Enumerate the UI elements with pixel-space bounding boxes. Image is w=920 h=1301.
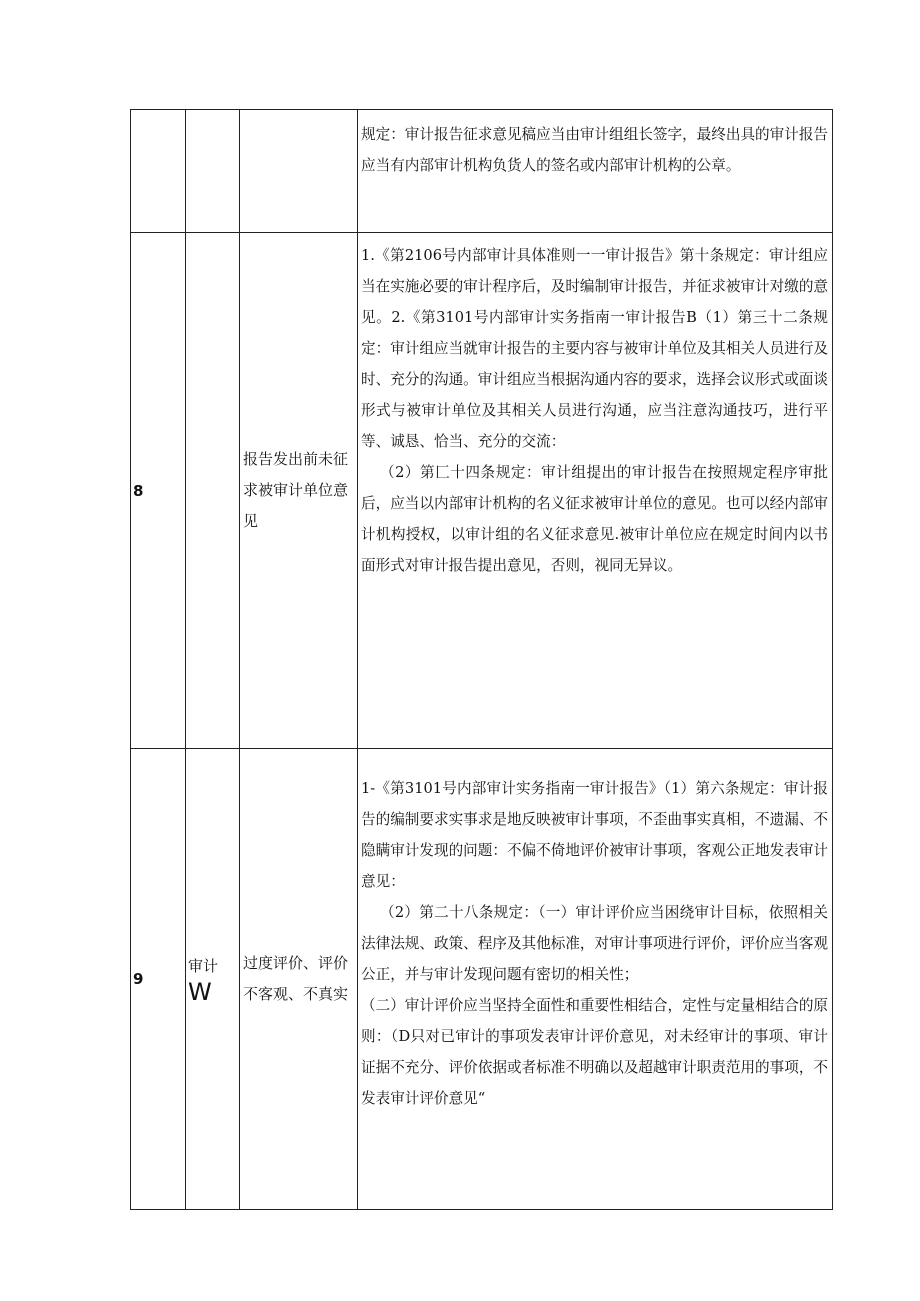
table-row [131, 233, 833, 749]
row-category [186, 749, 240, 1210]
row-regulatory-basis [358, 233, 833, 749]
row-regulatory-basis [358, 749, 833, 1210]
basis-paragraph: 1.《第2106号内部审计具体准则一一审计报告》第十条规定：审计组应当在实施必要的审计程序后，及时编制审计报告，并征求被审计对缴的意见。2.《第3101号内部审计实务指南一审计报告B（1）第三十二条规定：审计组应当就审计报告的主要内容与被审计单位及其相关人员进行及时、充分的沟通。审计组应当根据沟通内容的要求，选择会议形式或面谈形式与被审计单位及其相关人员进行沟通，应当注意沟通技巧，进行平等、诚恳、恰当、充分的交流： [361, 247, 829, 450]
row-category [186, 110, 240, 233]
table-row [131, 110, 833, 233]
basis-paragraph: 规定：审计报告征求意见稿应当由审计组组长签字，最终出具的审计报告应当有内部审计机构负货人的签名或内部审计机构的公章。 [361, 126, 829, 174]
row-number: 8 [131, 233, 186, 749]
basis-paragraph: （2）第匚十四条规定：审计组提出的审计报告在按照规定程序审批后，应当以内部审计机构的名义征求被审计单位的意见。也可以经内部审计机构授权，以审计组的名义征求意见.被审计单位应在规定时间内以书面形式对审计报告提出意见，否则，视同无异议。 [361, 464, 829, 574]
audit-risk-table [130, 109, 833, 1210]
row-risk-description: 报告发出前未征求被审计单位意见 [240, 233, 358, 749]
table-row [131, 749, 833, 1210]
category-label: 审计 [188, 957, 219, 975]
row-regulatory-basis [358, 110, 833, 233]
row-risk-description [240, 110, 358, 233]
basis-paragraph: （2）第二十八条规定：（一）审计评价应当困绕审计目标，依照相关法律法规、政策、程序及其他标准，对审计事项进行评价，评价应当客观公正，并与审计发现问题有密切的相关性； [361, 904, 829, 983]
row-number [131, 110, 186, 233]
category-mark: W [188, 978, 212, 1006]
row-risk-description: 过度评价、评价不客观、不真实 [240, 749, 358, 1210]
basis-paragraph: 1-《第3101号内部审计实务指南一审计报告》（1）第六条规定：审计报告的编制要求实事求是地反映被审计事项，不歪曲事实真相，不遗漏、不隐瞒审计发现的问题：不偏不倚地评价被审计事项，客观公正地发表审计意见： [361, 780, 829, 890]
row-category [186, 233, 240, 749]
basis-paragraph: （二）审计评价应当坚持全面性和重要性相结合，定性与定量相结合的原则：（D只对已审计的事项发表审计评价意见，对未经审计的事项、审计证据不充分、评价依据或者标准不明确以及超越审计职责范用的事项，不发表审计评价意见“ [361, 997, 829, 1107]
row-number: 9 [131, 749, 186, 1210]
